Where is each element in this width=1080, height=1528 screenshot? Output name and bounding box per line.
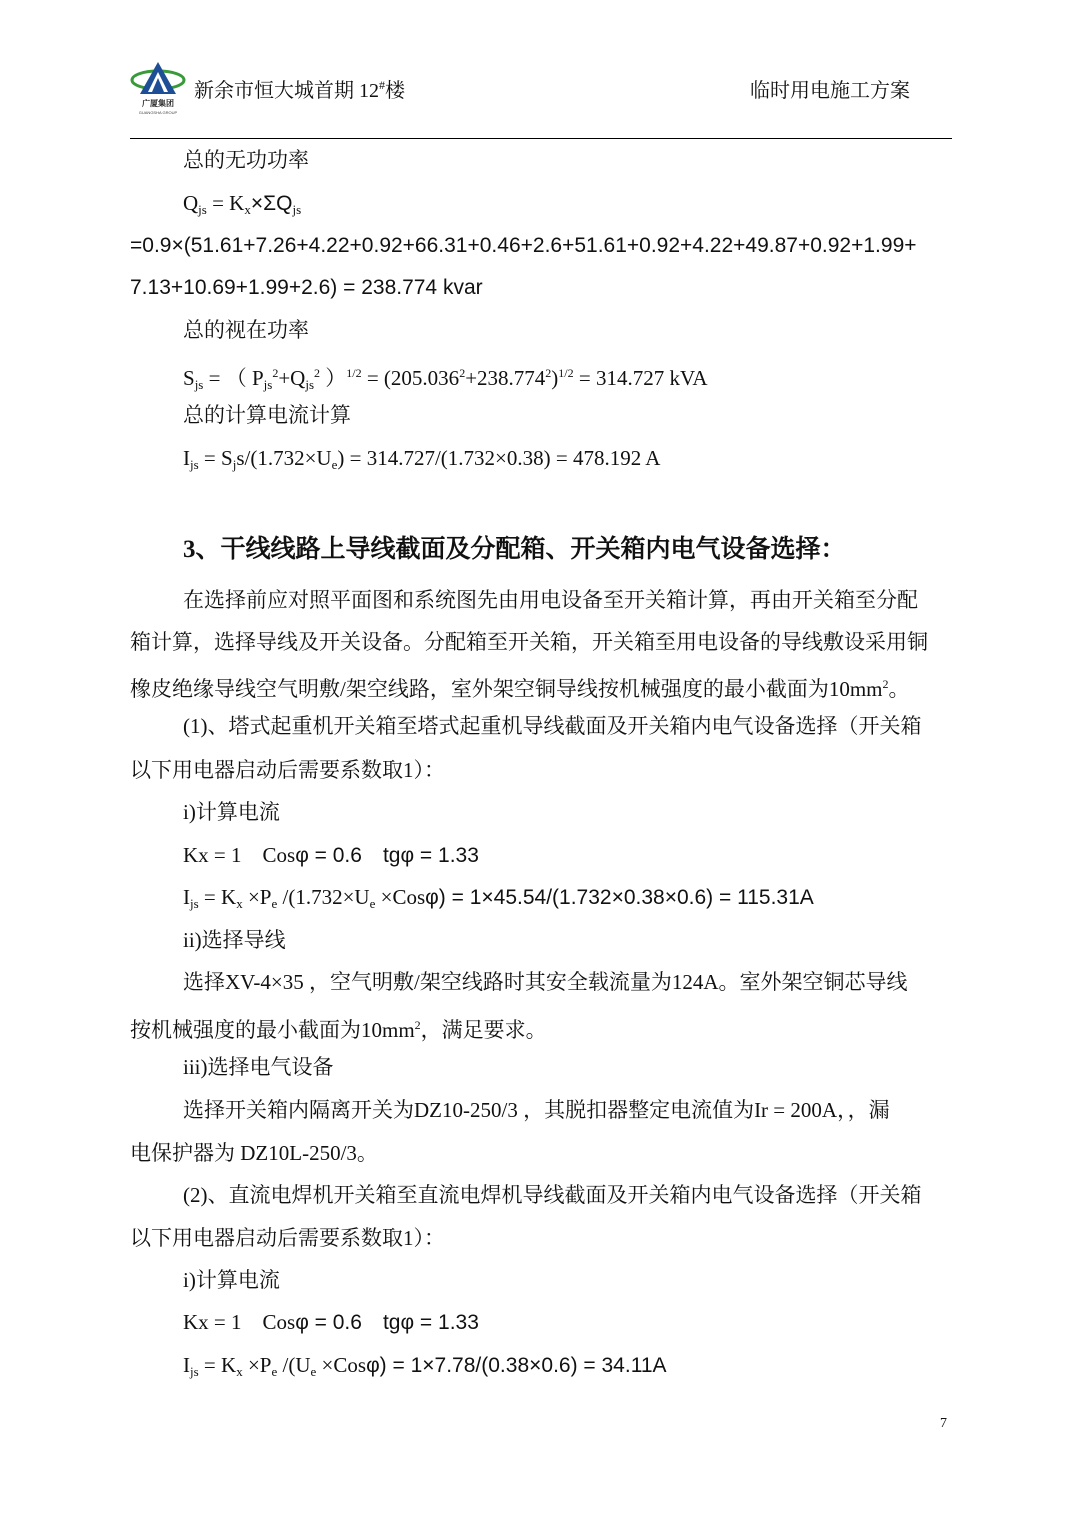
company-logo — [130, 58, 186, 116]
q-title: 总的无功功率 — [183, 148, 309, 172]
item-1-kx-line: Kx = 1 Cosφ = 0.6 tgφ = 1.33 — [183, 843, 479, 867]
item-1-title: (1)、塔式起重机开关箱至塔式起重机导线截面及开关箱内电气设备选择（开关箱 — [183, 714, 922, 738]
page-header — [130, 58, 952, 140]
item-1-step-ii: ii)选择导线 — [183, 928, 286, 952]
s-formula: $S_{js}$ = （ $P_{js}^2+Q_{js}^2$ ）$^{1/2} = (205.036^2+238.774^2)^{1/2} = 314.727$ kVA — [183, 366, 708, 392]
header-right-title: 临时用电施工方案 — [750, 80, 910, 102]
item-1-device-line-cont: 电保护器为 DZ10L-250/3。 — [130, 1141, 378, 1165]
item-2-title-cont: 以下用电器启动后需要系数取1）： — [130, 1226, 445, 1250]
i-formula: $I_{js} = S_js/(1.732\times U_e) = 314.727/(1.732\times 0.38) = 478.192$ A — [183, 446, 661, 472]
item-1-device-line: 选择开关箱内隔离开关为DZ10-250/3 ，其脱扣器整定电流值为Ir = 200A，，漏 — [183, 1098, 890, 1122]
section-heading: 3、干线线路上导线截面及分配箱、开关箱内电气设备选择： — [183, 536, 846, 563]
item-1-wire-line: 选择XV-4×35 ，空气明敷/架空线路时其安全载流量为124A。室外架空铜芯导线 — [183, 970, 908, 994]
item-2-ijs-formula: $I_{js} = K_x \times P_e$ $/(U_e \times Cos\varphi) = 1\times 7.78/(0.38\times 0.6) = 34.11A$ — [183, 1353, 667, 1379]
item-1-ijs-formula: $I_{js} = K_x \times P_e$ $/(1.732\times U_e \times Cos\varphi) = 1\times 45.54/(1.732\times 0.38\times 0.6) = 115.31A$ — [183, 885, 814, 911]
paragraph-line: 箱计算，选择导线及开关设备。分配箱至开关箱，开关箱至用电设备的导线敷设采用铜 — [130, 630, 928, 654]
i-title: 总的计算电流计算 — [183, 403, 351, 427]
item-1-wire-line-cont: 按机械强度的最小截面为$10mm^2$，满足要求。 — [130, 1018, 547, 1042]
paragraph-line: 橡皮绝缘导线空气明敷/架空线路，室外架空铜导线按机械强度的最小截面为$10mm^2$。 — [130, 677, 910, 701]
item-2-step-i: i)计算电流 — [183, 1268, 280, 1292]
item-1-title-cont: 以下用电器启动后需要系数取1）： — [130, 758, 445, 782]
q-calc-line-1: =0.9×(51.61+7.26+4.22+0.92+66.31+0.46+2.6+51.61+0.92+4.22+49.87+0.92+1.99+ — [130, 234, 917, 257]
logo-subtext: GUANGSHA GROUP — [138, 110, 178, 115]
q-calc-line-2: 7.13+10.69+1.99+2.6) = 238.774 kvar — [130, 276, 483, 299]
header-divider — [130, 138, 952, 139]
s-title: 总的视在功率 — [183, 318, 309, 342]
item-1-step-iii: iii)选择电气设备 — [183, 1055, 334, 1079]
q-formula: $Q_{js} = K_x\times\Sigma Q_{js}$ — [183, 191, 302, 217]
logo-text: 广厦集团 — [142, 99, 174, 108]
page-number: 7 — [940, 1416, 947, 1431]
paragraph-line: 在选择前应对照平面图和系统图先由用电设备至开关箱计算，再由开关箱至分配 — [183, 588, 918, 612]
header-title: 新余市恒大城首期 12#楼 — [194, 78, 405, 102]
item-2-kx-line: Kx = 1 Cosφ = 0.6 tgφ = 1.33 — [183, 1310, 479, 1334]
item-1-step-i: i)计算电流 — [183, 800, 280, 824]
item-2-title: (2)、直流电焊机开关箱至直流电焊机导线截面及开关箱内电气设备选择（开关箱 — [183, 1183, 922, 1207]
